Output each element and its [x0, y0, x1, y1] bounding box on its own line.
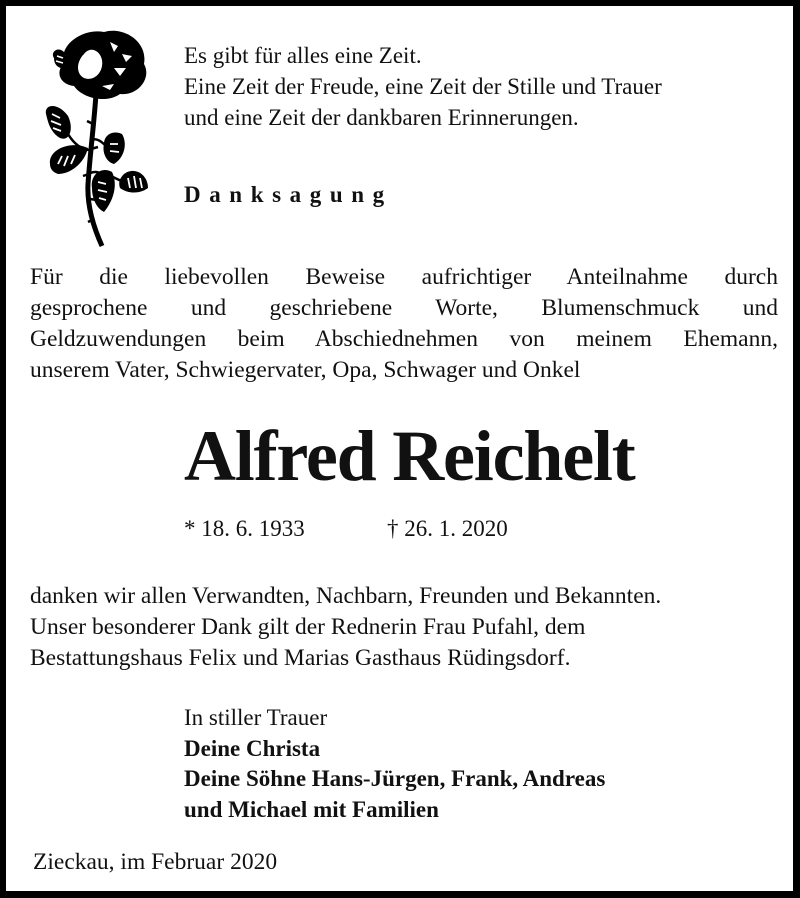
death-date: † 26. 1. 2020 — [387, 516, 508, 541]
motto-line: und eine Zeit der dankbaren Erinnerungen. — [184, 105, 579, 130]
birth-date: * 18. 6. 1933 — [184, 516, 305, 541]
thanks-line: Unser besonderer Dank gilt der Rednerin Frau Pufahl, dem — [30, 614, 586, 640]
intro-line: unserem Vater, Schwiegervater, Opa, Schwager und Onkel — [30, 357, 581, 383]
signature-line: Deine Söhne Hans-Jürgen, Frank, Andreas — [184, 766, 606, 791]
motto-line: Eine Zeit der Freude, eine Zeit der Stille und Trauer — [184, 74, 662, 99]
heading-danksagung: Danksagung — [184, 182, 393, 207]
intro-line: Geldzuwendungen beim Abschiednehmen von meinem Ehemann, — [30, 326, 778, 352]
intro-line: gesprochene und geschriebene Worte, Blumenschmuck und — [30, 295, 778, 321]
motto-line: Es gibt für alles eine Zeit. — [184, 43, 422, 68]
motto — [184, 40, 662, 133]
life-dates — [184, 514, 508, 544]
signature-block — [184, 703, 605, 825]
signature-line: und Michael mit Familien — [184, 796, 439, 822]
thanks-paragraph — [30, 581, 661, 674]
intro-paragraph — [30, 262, 778, 386]
deceased-name: Alfred Reichelt — [184, 416, 635, 496]
signature-line: Deine Christa — [184, 735, 321, 761]
signature-intro: In stiller Trauer — [184, 705, 328, 730]
rose-icon — [44, 24, 154, 248]
thanks-line: Bestattungshaus Felix und Marias Gasthaus Rüdingsdorf. — [30, 645, 571, 671]
thanks-line: danken wir allen Verwandten, Nachbarn, Freunden und Bekannten. — [30, 583, 662, 609]
place-date: Zieckau, im Februar 2020 — [33, 849, 278, 875]
intro-line: Für die liebevollen Beweise aufrichtiger Anteilnahme durch — [30, 264, 778, 290]
